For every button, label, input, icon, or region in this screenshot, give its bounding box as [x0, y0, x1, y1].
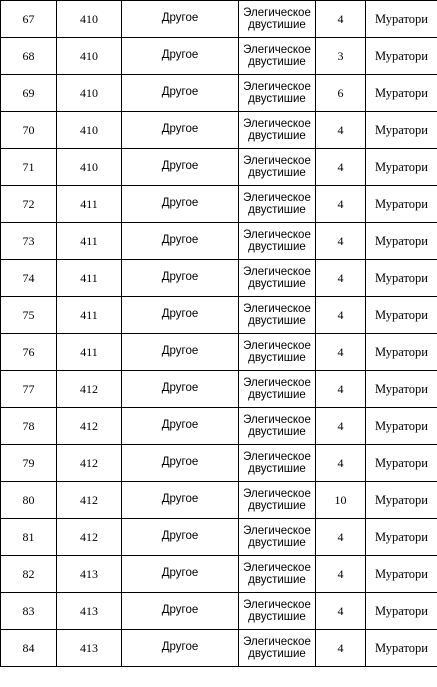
cell-count: 4 [316, 223, 366, 260]
genre-line-1: Элегическое [243, 451, 311, 463]
cell-genre [239, 630, 316, 667]
genre-line-1: Элегическое [243, 229, 311, 241]
cell-count: 4 [316, 593, 366, 630]
table-row [1, 519, 437, 556]
cell-number: 67 [1, 1, 57, 38]
cell-genre [239, 75, 316, 112]
cell-page: 410 [57, 75, 122, 112]
cell-kind: Другое [122, 408, 239, 445]
cell-kind: Другое [122, 445, 239, 482]
table-row [1, 593, 437, 630]
cell-count: 4 [316, 186, 366, 223]
cell-page: 412 [57, 408, 122, 445]
genre-line-1: Элегическое [243, 414, 311, 426]
genre-line-2: двустишие [248, 204, 306, 216]
cell-number: 80 [1, 482, 57, 519]
cell-kind: Другое [122, 112, 239, 149]
cell-page: 410 [57, 112, 122, 149]
cell-genre [239, 371, 316, 408]
cell-number: 77 [1, 371, 57, 408]
genre-line-2: двустишие [248, 648, 306, 660]
cell-author: Муратори [366, 223, 437, 260]
genre-line-1: Элегическое [243, 636, 311, 648]
cell-number: 74 [1, 260, 57, 297]
genre-line-1: Элегическое [243, 118, 311, 130]
cell-genre [239, 38, 316, 75]
cell-number: 82 [1, 556, 57, 593]
cell-kind: Другое [122, 556, 239, 593]
table-row [1, 630, 437, 667]
genre-line-2: двустишие [248, 426, 306, 438]
cell-author: Муратори [366, 593, 437, 630]
cell-page: 411 [57, 297, 122, 334]
cell-count: 4 [316, 334, 366, 371]
cell-genre [239, 1, 316, 38]
cell-count: 6 [316, 75, 366, 112]
cell-count: 4 [316, 149, 366, 186]
cell-author: Муратори [366, 38, 437, 75]
table-row [1, 334, 437, 371]
table-row [1, 149, 437, 186]
cell-count: 4 [316, 556, 366, 593]
cell-page: 410 [57, 38, 122, 75]
cell-count: 4 [316, 297, 366, 334]
cell-number: 76 [1, 334, 57, 371]
cell-genre [239, 260, 316, 297]
genre-line-2: двустишие [248, 130, 306, 142]
cell-author: Муратори [366, 482, 437, 519]
cell-genre [239, 334, 316, 371]
cell-genre [239, 593, 316, 630]
cell-author: Муратори [366, 519, 437, 556]
cell-number: 81 [1, 519, 57, 556]
cell-number: 73 [1, 223, 57, 260]
cell-number: 79 [1, 445, 57, 482]
cell-kind: Другое [122, 149, 239, 186]
genre-line-1: Элегическое [243, 7, 311, 19]
genre-line-2: двустишие [248, 352, 306, 364]
table-row [1, 445, 437, 482]
genre-line-2: двустишие [248, 56, 306, 68]
cell-kind: Другое [122, 297, 239, 334]
cell-page: 413 [57, 630, 122, 667]
cell-kind: Другое [122, 482, 239, 519]
cell-number: 69 [1, 75, 57, 112]
genre-line-2: двустишие [248, 241, 306, 253]
cell-page: 412 [57, 445, 122, 482]
table-row [1, 297, 437, 334]
cell-kind: Другое [122, 371, 239, 408]
cell-kind: Другое [122, 38, 239, 75]
cell-genre [239, 519, 316, 556]
table-row [1, 371, 437, 408]
genre-line-2: двустишие [248, 315, 306, 327]
table-row [1, 1, 437, 38]
genre-line-1: Элегическое [243, 525, 311, 537]
cell-genre [239, 556, 316, 593]
cell-kind: Другое [122, 334, 239, 371]
genre-line-2: двустишие [248, 167, 306, 179]
cell-author: Муратори [366, 556, 437, 593]
cell-genre [239, 112, 316, 149]
table-row [1, 75, 437, 112]
table-row [1, 556, 437, 593]
cell-genre [239, 223, 316, 260]
cell-author: Муратори [366, 334, 437, 371]
table-row [1, 223, 437, 260]
genre-line-1: Элегическое [243, 81, 311, 93]
cell-author: Муратори [366, 260, 437, 297]
cell-page: 411 [57, 186, 122, 223]
cell-genre [239, 297, 316, 334]
table-row [1, 186, 437, 223]
genre-line-1: Элегическое [243, 266, 311, 278]
cell-kind: Другое [122, 593, 239, 630]
cell-author: Муратори [366, 445, 437, 482]
cell-number: 71 [1, 149, 57, 186]
cell-kind: Другое [122, 75, 239, 112]
cell-count: 3 [316, 38, 366, 75]
genre-line-2: двустишие [248, 389, 306, 401]
table-row [1, 112, 437, 149]
cell-genre [239, 445, 316, 482]
genre-line-1: Элегическое [243, 44, 311, 56]
cell-author: Муратори [366, 149, 437, 186]
cell-count: 4 [316, 371, 366, 408]
cell-kind: Другое [122, 1, 239, 38]
cell-number: 75 [1, 297, 57, 334]
cell-author: Муратори [366, 1, 437, 38]
genre-line-2: двустишие [248, 463, 306, 475]
cell-count: 4 [316, 630, 366, 667]
cell-number: 83 [1, 593, 57, 630]
table-row [1, 408, 437, 445]
genre-line-2: двустишие [248, 19, 306, 31]
cell-author: Муратори [366, 186, 437, 223]
cell-author: Муратори [366, 408, 437, 445]
genre-line-2: двустишие [248, 611, 306, 623]
cell-number: 84 [1, 630, 57, 667]
genre-line-1: Элегическое [243, 377, 311, 389]
cell-number: 78 [1, 408, 57, 445]
cell-kind: Другое [122, 519, 239, 556]
cell-count: 4 [316, 112, 366, 149]
genre-line-2: двустишие [248, 278, 306, 290]
genre-line-2: двустишие [248, 500, 306, 512]
genre-line-1: Элегическое [243, 488, 311, 500]
cell-page: 412 [57, 482, 122, 519]
table-row [1, 38, 437, 75]
cell-kind: Другое [122, 630, 239, 667]
cell-page: 411 [57, 223, 122, 260]
cell-author: Муратори [366, 630, 437, 667]
cell-genre [239, 482, 316, 519]
cell-author: Муратори [366, 75, 437, 112]
genre-line-1: Элегическое [243, 562, 311, 574]
cell-kind: Другое [122, 223, 239, 260]
cell-author: Муратори [366, 112, 437, 149]
cell-count: 4 [316, 445, 366, 482]
cell-author: Муратори [366, 371, 437, 408]
cell-page: 411 [57, 260, 122, 297]
cell-count: 4 [316, 519, 366, 556]
genre-line-1: Элегическое [243, 340, 311, 352]
table-row [1, 482, 437, 519]
cell-number: 72 [1, 186, 57, 223]
genre-line-1: Элегическое [243, 599, 311, 611]
cell-page: 411 [57, 334, 122, 371]
cell-count: 4 [316, 408, 366, 445]
cell-page: 413 [57, 593, 122, 630]
cell-page: 412 [57, 519, 122, 556]
cell-kind: Другое [122, 260, 239, 297]
cell-page: 410 [57, 1, 122, 38]
cell-count: 10 [316, 482, 366, 519]
genre-line-2: двустишие [248, 93, 306, 105]
cell-count: 4 [316, 260, 366, 297]
cell-number: 68 [1, 38, 57, 75]
cell-genre [239, 408, 316, 445]
cell-genre [239, 186, 316, 223]
genre-line-2: двустишие [248, 574, 306, 586]
cell-count: 4 [316, 1, 366, 38]
table-row [1, 260, 437, 297]
table-body [1, 1, 437, 667]
genre-line-2: двустишие [248, 537, 306, 549]
cell-author: Муратори [366, 297, 437, 334]
cell-number: 70 [1, 112, 57, 149]
genre-line-1: Элегическое [243, 192, 311, 204]
cell-page: 412 [57, 371, 122, 408]
cell-kind: Другое [122, 186, 239, 223]
cell-page: 410 [57, 149, 122, 186]
genre-line-1: Элегическое [243, 303, 311, 315]
cell-genre [239, 149, 316, 186]
genre-line-1: Элегическое [243, 155, 311, 167]
cell-page: 413 [57, 556, 122, 593]
